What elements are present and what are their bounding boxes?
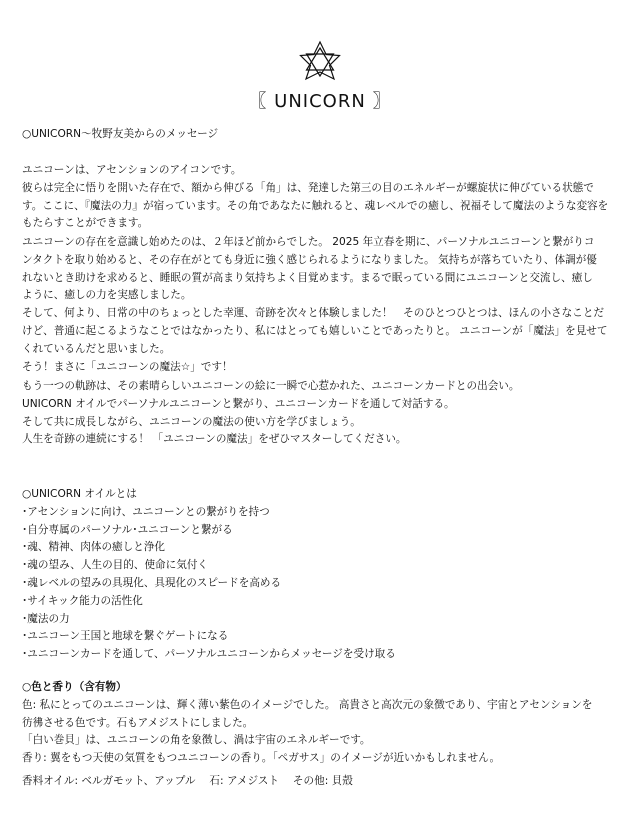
message-section: [22, 126, 622, 144]
text-line: けど、普通に起こるようなことではなかったり、私にはとっても嬉しいことであったりと。 ユニコーンが「魔法」を見せて: [22, 324, 608, 337]
message-paragraph-3: [22, 378, 622, 449]
message-paragraph-2: [22, 234, 622, 376]
message-paragraph-1: [22, 162, 622, 233]
text-line: もたらすことができます。: [22, 217, 149, 230]
color-scent-section: [22, 679, 622, 768]
list-item: ･サイキック能力の活性化: [22, 594, 143, 607]
ingredients-line: [22, 773, 622, 791]
text-line: れないとき助けを求めると、睡眠の質が高まり気持ちよく目覚めます。まるで眠っている間にユニコーンと交流し、癒し: [22, 271, 593, 284]
ingredients-text: 香料オイル: ベルガモット、アップル 石: アメジスト その他: 貝殻: [22, 775, 353, 787]
seven-pointed-star-icon: [298, 40, 342, 84]
text-line: そして、何より、日常の中のちょっとした幸運、奇跡を次々と体験しました！ そのひとつひとつは、ほんの小さなことだ: [22, 307, 605, 320]
oil-section: [22, 486, 622, 664]
list-item: ･自分専属のパーソナル･ユニコーンと繋がる: [22, 523, 233, 536]
text-line: す。ここに、『魔法の力』が宿っています。その角であなたに触れると、魂レベルでの癒し、祝福そして魔法のような変容を: [22, 199, 609, 212]
list-item: ･魂の望み、人生の目的、使命に気付く: [22, 559, 209, 572]
text-line: 彷彿させる色です。石もアメジストにしました。: [22, 716, 254, 729]
oil-heading: ○UNICORN オイルとは: [22, 488, 137, 500]
page-title: 〖 UNICORN 〗: [248, 91, 392, 112]
text-line: 「白い巻貝」は、ユニコーンの角を象徴し、渦は宇宙のエネルギーです。: [22, 734, 371, 747]
text-line: 彼らは完全に悟りを開いた存在で、額から伸びる「角」は、発達した第三の目のエネルギーが螺旋状に伸びている状態で: [22, 181, 594, 194]
list-item: ･ユニコーン王国と地球を繋ぐゲートになる: [22, 630, 229, 643]
list-item: ･魂レベルの望みの具現化、具現化のスピードを高める: [22, 576, 282, 589]
message-heading: ○UNICORN～牧野友美からのメッセージ: [22, 128, 219, 140]
text-line: ユニコーンの存在を意識し始めたのは、２年ほど前からでした。 2025 年立春を期に、パーソナルユニコーンと繋がりコ: [22, 236, 595, 248]
list-item: ･ユニコーンカードを通して、パーソナルユニコーンからメッセージを受け取る: [22, 648, 396, 661]
color-scent-heading: ○色と香り（含有物）: [22, 681, 127, 693]
text-line: 香り: 翼をもつ天使の気質をもつユニコーンの香り。「ペガサス」のイメージが近いかもしれません。: [22, 752, 501, 765]
text-line: ユニコーンは、アセンションのアイコンです。: [22, 164, 242, 176]
text-line: ンタクトを取り始めると、その存在がとても身近に強く感じられるようになりました。 気持ちが落ちていたり、体調が優: [22, 253, 597, 266]
text-line: UNICORN オイルでパーソナルユニコーンと繋がり、ユニコーンカードを通して対話する。: [22, 397, 455, 410]
list-item: ･アセンションに向け、ユニコーンとの繋がりを持つ: [22, 505, 270, 518]
text-line: 色: 私にとってのユニコーンは、輝く薄い紫色のイメージでした。 高貴さと高次元の象徴であり、宇宙とアセンションを: [22, 698, 593, 711]
text-line: そして共に成長しながら、ユニコーンの魔法の使い方を学びましょう。: [22, 415, 361, 428]
list-item: ･魔法の力: [22, 612, 70, 625]
text-line: ように、癒しの力を実感しました。: [22, 289, 192, 302]
text-line: くれているんだと思いました。: [22, 342, 171, 355]
text-line: もう一つの軌跡は、その素晴らしいユニコーンの絵に一瞬で心惹かれた、ユニコーンカードとの出会い。: [22, 380, 520, 392]
text-line: 人生を奇跡の連続にする！ 「ユニコーンの魔法」をぜひマスターしてください。: [22, 433, 407, 446]
text-line: そう！まさに「ユニコーンの魔法☆」です！: [22, 360, 233, 373]
list-item: ･魂、精神、肉体の癒しと浄化: [22, 541, 166, 554]
